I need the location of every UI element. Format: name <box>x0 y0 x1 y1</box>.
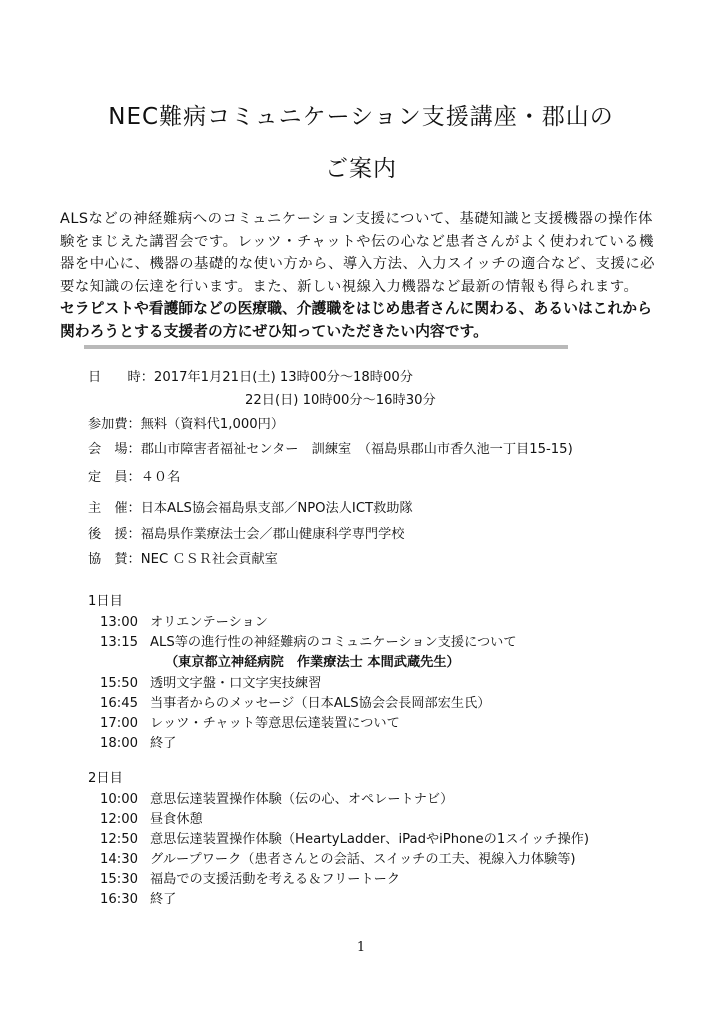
schedule-time: 15:50 <box>100 676 139 691</box>
schedule-item <box>100 808 203 827</box>
schedule-time: 13:00 <box>100 615 139 630</box>
schedule-desc: 意思伝達装置操作体験（HeartyLadder、iPadやiPhoneの1スイッチ操作) <box>150 832 589 847</box>
schedule-item <box>100 672 321 691</box>
info-fee: 参加費：無料（資料代1,000円） <box>88 417 285 432</box>
schedule-item <box>100 631 517 650</box>
info-venue: 会 場：郡山市障害者福祉センター 訓練室 （福島県郡山市香久池一丁目15-15) <box>88 442 573 457</box>
schedule-time: 18:00 <box>100 736 139 751</box>
info-date-line-1: 日 時：2017年1月21日(土) 13時00分～18時00分 <box>88 370 413 385</box>
schedule-desc: 終了 <box>150 736 177 751</box>
schedule-item <box>100 611 268 630</box>
title-line-2: ご案内 <box>325 156 397 182</box>
schedule-time: 15:30 <box>100 872 139 887</box>
schedule-time: 12:00 <box>100 812 139 827</box>
section-divider <box>84 345 568 349</box>
schedule-desc: 当事者からのメッセージ（日本ALS協会会長岡部宏生氏） <box>150 696 491 711</box>
intro-line: 験をまじえた講習会です。レッツ・チャットや伝の心など患者さんがよく使われている機 <box>60 233 654 250</box>
schedule-time: 12:50 <box>100 832 139 847</box>
intro-paragraph <box>60 208 670 343</box>
schedule-item <box>100 848 576 867</box>
schedule-desc: 福島での支援活動を考える＆フリートーク <box>150 872 401 887</box>
intro-bold-line: 関わろうとする支援者の方にぜひ知っていただきたい内容です。 <box>60 322 488 340</box>
page-number: 1 <box>356 940 366 955</box>
title-line-1: NEC難病コミュニケーション支援講座・郡山の <box>108 104 614 130</box>
schedule-time: 10:00 <box>100 792 139 807</box>
intro-bold-line: セラピストや看護師などの医療職、介護職をはじめ患者さんに関わる、あるいはこれから <box>60 300 652 317</box>
schedule-item <box>100 712 400 731</box>
info-support: 後 援：福島県作業療法士会／郡山健康科学専門学校 <box>88 527 405 542</box>
intro-line: 要な知識の伝達を行います。また、新しい視線入力機器など最新の情報も得られます。 <box>60 278 639 295</box>
schedule-item <box>100 732 176 751</box>
schedule-item <box>100 788 453 807</box>
schedule-time: 17:00 <box>100 716 139 731</box>
speaker-line: （東京都立神経病院 作業療法士 本間武蔵先生） <box>165 655 460 670</box>
info-date-line-2: 22日(日) 10時00分～16時30分 <box>245 393 436 408</box>
schedule-time: 16:30 <box>100 892 139 907</box>
schedule-desc: オリエンテーション <box>150 615 268 630</box>
schedule-item <box>100 868 400 887</box>
schedule-desc: グループワーク（患者さんとの会話、スイッチの工夫、視線入力体験等) <box>150 852 576 867</box>
schedule-item <box>100 692 490 711</box>
day1-heading: 1日目 <box>88 594 123 609</box>
schedule-desc: 昼食休憩 <box>150 812 203 827</box>
schedule-desc: 透明文字盤・口文字実技練習 <box>150 676 322 691</box>
schedule-time: 13:15 <box>100 635 139 650</box>
info-capacity: 定 員：４０名 <box>88 470 181 485</box>
schedule-time: 14:30 <box>100 852 139 867</box>
schedule-item <box>100 828 589 847</box>
schedule-time: 16:45 <box>100 696 139 711</box>
info-sponsor: 協 賛：NEC ＣＳＲ社会貢献室 <box>88 552 278 567</box>
intro-line: ALSなどの神経難病へのコミュニケーション支援について、基礎知識と支援機器の操作体 <box>60 211 653 227</box>
day2-heading: 2日目 <box>88 771 123 786</box>
schedule-item <box>100 888 176 907</box>
schedule-desc: 意思伝達装置操作体験（伝の心、オペレートナビ） <box>150 792 454 807</box>
info-organizer: 主 催：日本ALS協会福島県支部／NPO法人ICT救助隊 <box>88 501 413 516</box>
intro-line: 器を中心に、機器の基礎的な使い方から、導入方法、入力スイッチの適合など、支援に必 <box>60 256 656 272</box>
schedule-desc: レッツ・チャット等意思伝達装置について <box>150 716 400 731</box>
schedule-desc: 終了 <box>150 892 177 907</box>
schedule-desc: ALS等の進行性の神経難病のコミュニケーション支援について <box>150 635 517 650</box>
